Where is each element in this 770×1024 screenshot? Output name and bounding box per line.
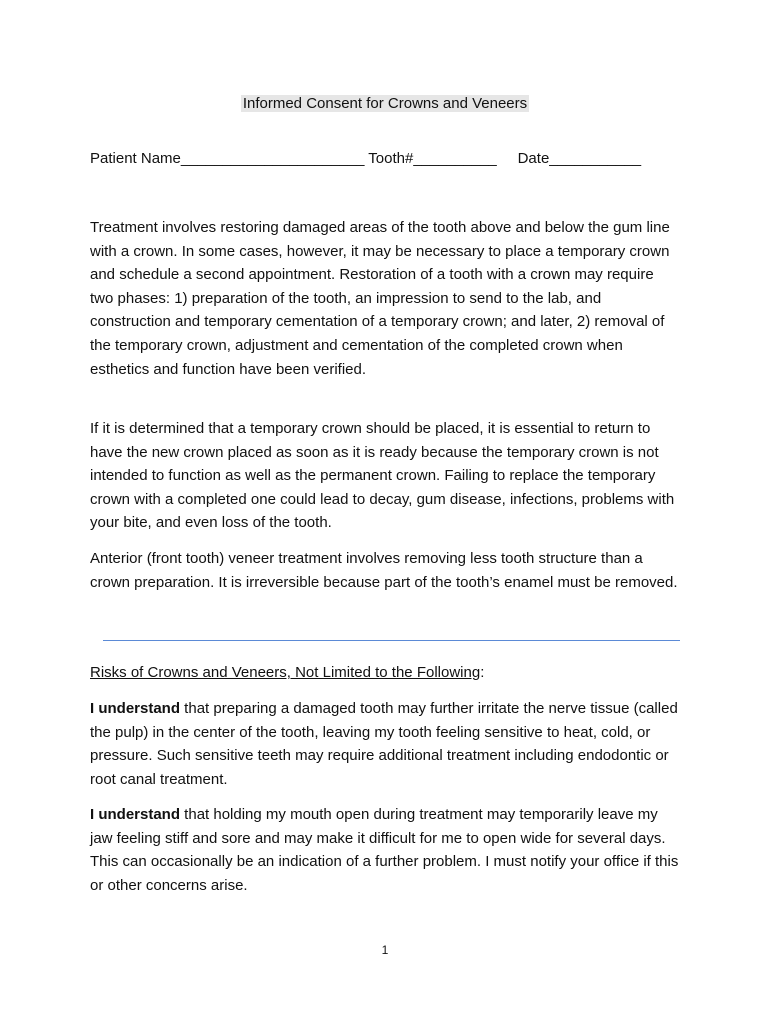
veneer-paragraph: Anterior (front tooth) veneer treatment involves removing less tooth structure than a crown preparation. It is irreversible because part of the tooth’s enamel must be removed. — [90, 550, 678, 591]
risks-heading-colon: : — [480, 664, 485, 681]
document-title: Informed Consent for Crowns and Veneers — [242, 95, 528, 112]
temporary-crown-paragraph: If it is determined that a temporary crown should be placed, it is essential to return to have the new crown placed as soon as it is ready because the temporary crown is not intended to function as well as the permanent crown. Failing to replace the temporary crown with a completed one could lead to decay, gum disease, infections, problems with your bite, and even loss of the tooth. — [90, 420, 675, 532]
risks-heading-text: Risks of Crowns and Veneers, Not Limited to the Following — [90, 664, 481, 681]
risk-item — [90, 697, 680, 791]
patient-info-line: Patient Name______________________ Tooth#__________ Date___________ — [90, 150, 642, 167]
risks-heading — [90, 661, 680, 685]
risk-text: that holding my mouth open during treatment may temporarily leave my jaw feeling stiff and sore and may make it difficult for me to open wide for several days. This can occasionally be an indication of a further problem. I must notify your office if this or other concerns arise. — [90, 806, 679, 894]
risk-text: that preparing a damaged tooth may further irritate the nerve tissue (called the pulp) in the center of the tooth, leaving my tooth feeling sensitive to heat, cold, or pressure. Such sensitive teeth may require additional treatment including endodontic or root canal treatment. — [90, 700, 678, 788]
risk-lead: I understand — [90, 806, 181, 823]
section-divider — [103, 640, 680, 641]
risk-item — [90, 803, 680, 897]
treatment-paragraph: Treatment involves restoring damaged areas of the tooth above and below the gum line with a crown. In some cases, however, it may be necessary to place a temporary crown and schedule a second appointment. Restoration of a tooth with a crown may require two phases: 1) preparation of the tooth, an impression to send to the lab, and construction and temporary cementation of a temporary crown; and later, 2) removal of the temporary crown, adjustment and cementation of the completed crown when esthetics and function have been verified. — [90, 219, 670, 378]
risk-lead: I understand — [90, 700, 181, 717]
page-number: 1 — [381, 943, 389, 957]
document-title-wrap — [0, 93, 770, 115]
